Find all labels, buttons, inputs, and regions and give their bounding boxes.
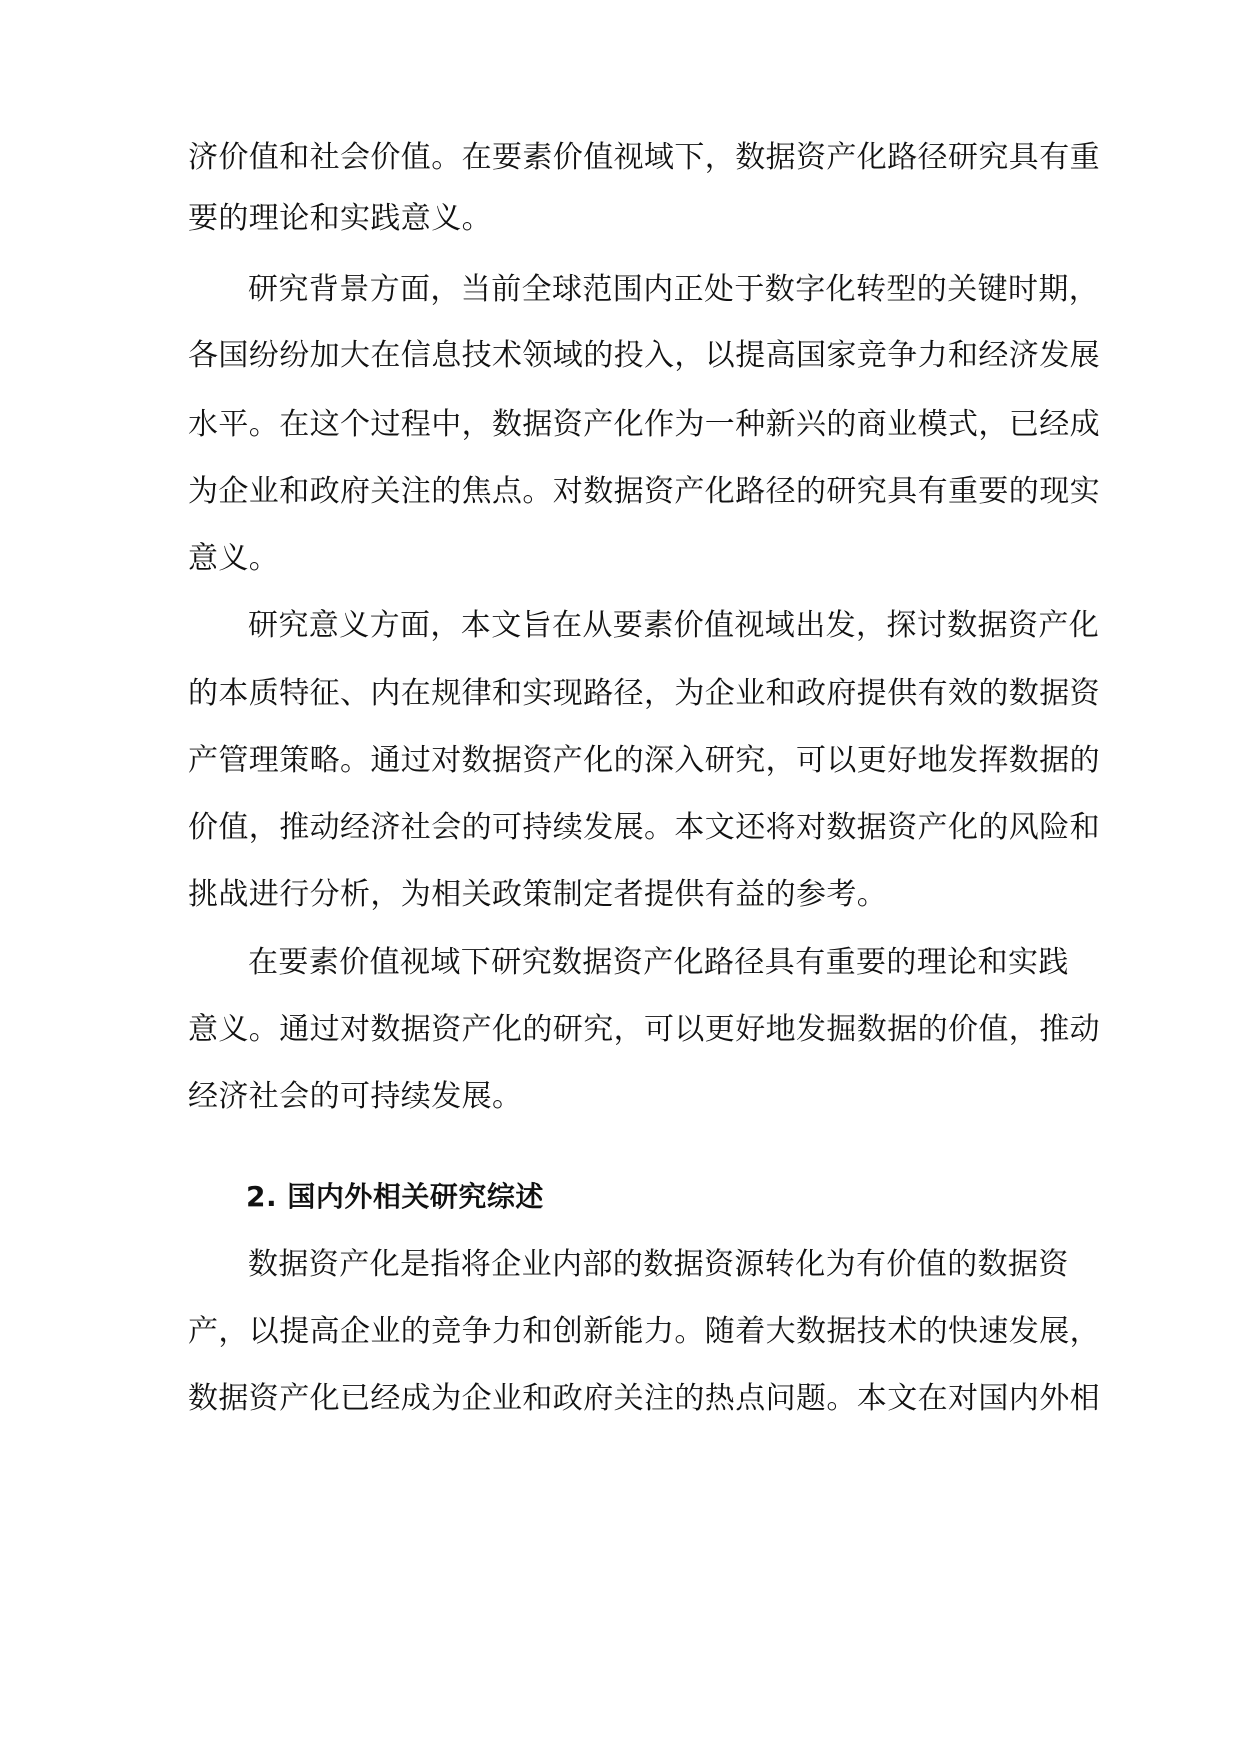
- paragraph-2-line-5: 意义。: [188, 541, 280, 576]
- paragraph-1-line-2: 要的理论和实践意义。: [188, 201, 492, 236]
- paragraph-4-line-2: 意义。通过对数据资产化的研究，可以更好地发掘数据的价值，推动: [188, 1012, 1100, 1047]
- paragraph-2-line-4: 为企业和政府关注的焦点。对数据资产化路径的研究具有重要的现实: [188, 474, 1100, 509]
- paragraph-1-line-1: 济价值和社会价值。在要素价值视域下，数据资产化路径研究具有重: [188, 140, 1100, 175]
- paragraph-5-line-3: 数据资产化已经成为企业和政府关注的热点问题。本文在对国内外相: [188, 1381, 1100, 1416]
- section-heading: 2. 国内外相关研究综述: [246, 1180, 544, 1213]
- paragraph-4-line-1: 在要素价值视域下研究数据资产化路径具有重要的理论和实践: [248, 945, 1069, 980]
- paragraph-3-line-4: 价值，推动经济社会的可持续发展。本文还将对数据资产化的风险和: [188, 810, 1100, 845]
- paragraph-2-line-2: 各国纷纷加大在信息技术领域的投入，以提高国家竞争力和经济发展: [188, 338, 1100, 373]
- paragraph-2-line-1: 研究背景方面，当前全球范围内正处于数字化转型的关键时期，: [248, 272, 1100, 307]
- paragraph-3-line-1: 研究意义方面，本文旨在从要素价值视域出发，探讨数据资产化: [248, 608, 1100, 643]
- paragraph-4-line-3: 经济社会的可持续发展。: [188, 1079, 523, 1114]
- paragraph-5-line-2: 产，以提高企业的竞争力和创新能力。随着大数据技术的快速发展，: [188, 1314, 1100, 1349]
- paragraph-3-line-2: 的本质特征、内在规律和实现路径，为企业和政府提供有效的数据资: [188, 676, 1100, 711]
- paragraph-5-line-1: 数据资产化是指将企业内部的数据资源转化为有价值的数据资: [248, 1247, 1069, 1282]
- paragraph-3-line-3: 产管理策略。通过对数据资产化的深入研究，可以更好地发挥数据的: [188, 743, 1100, 778]
- paragraph-2-line-3: 水平。在这个过程中，数据资产化作为一种新兴的商业模式，已经成: [188, 407, 1100, 442]
- paragraph-3-line-5: 挑战进行分析，为相关政策制定者提供有益的参考。: [188, 877, 888, 912]
